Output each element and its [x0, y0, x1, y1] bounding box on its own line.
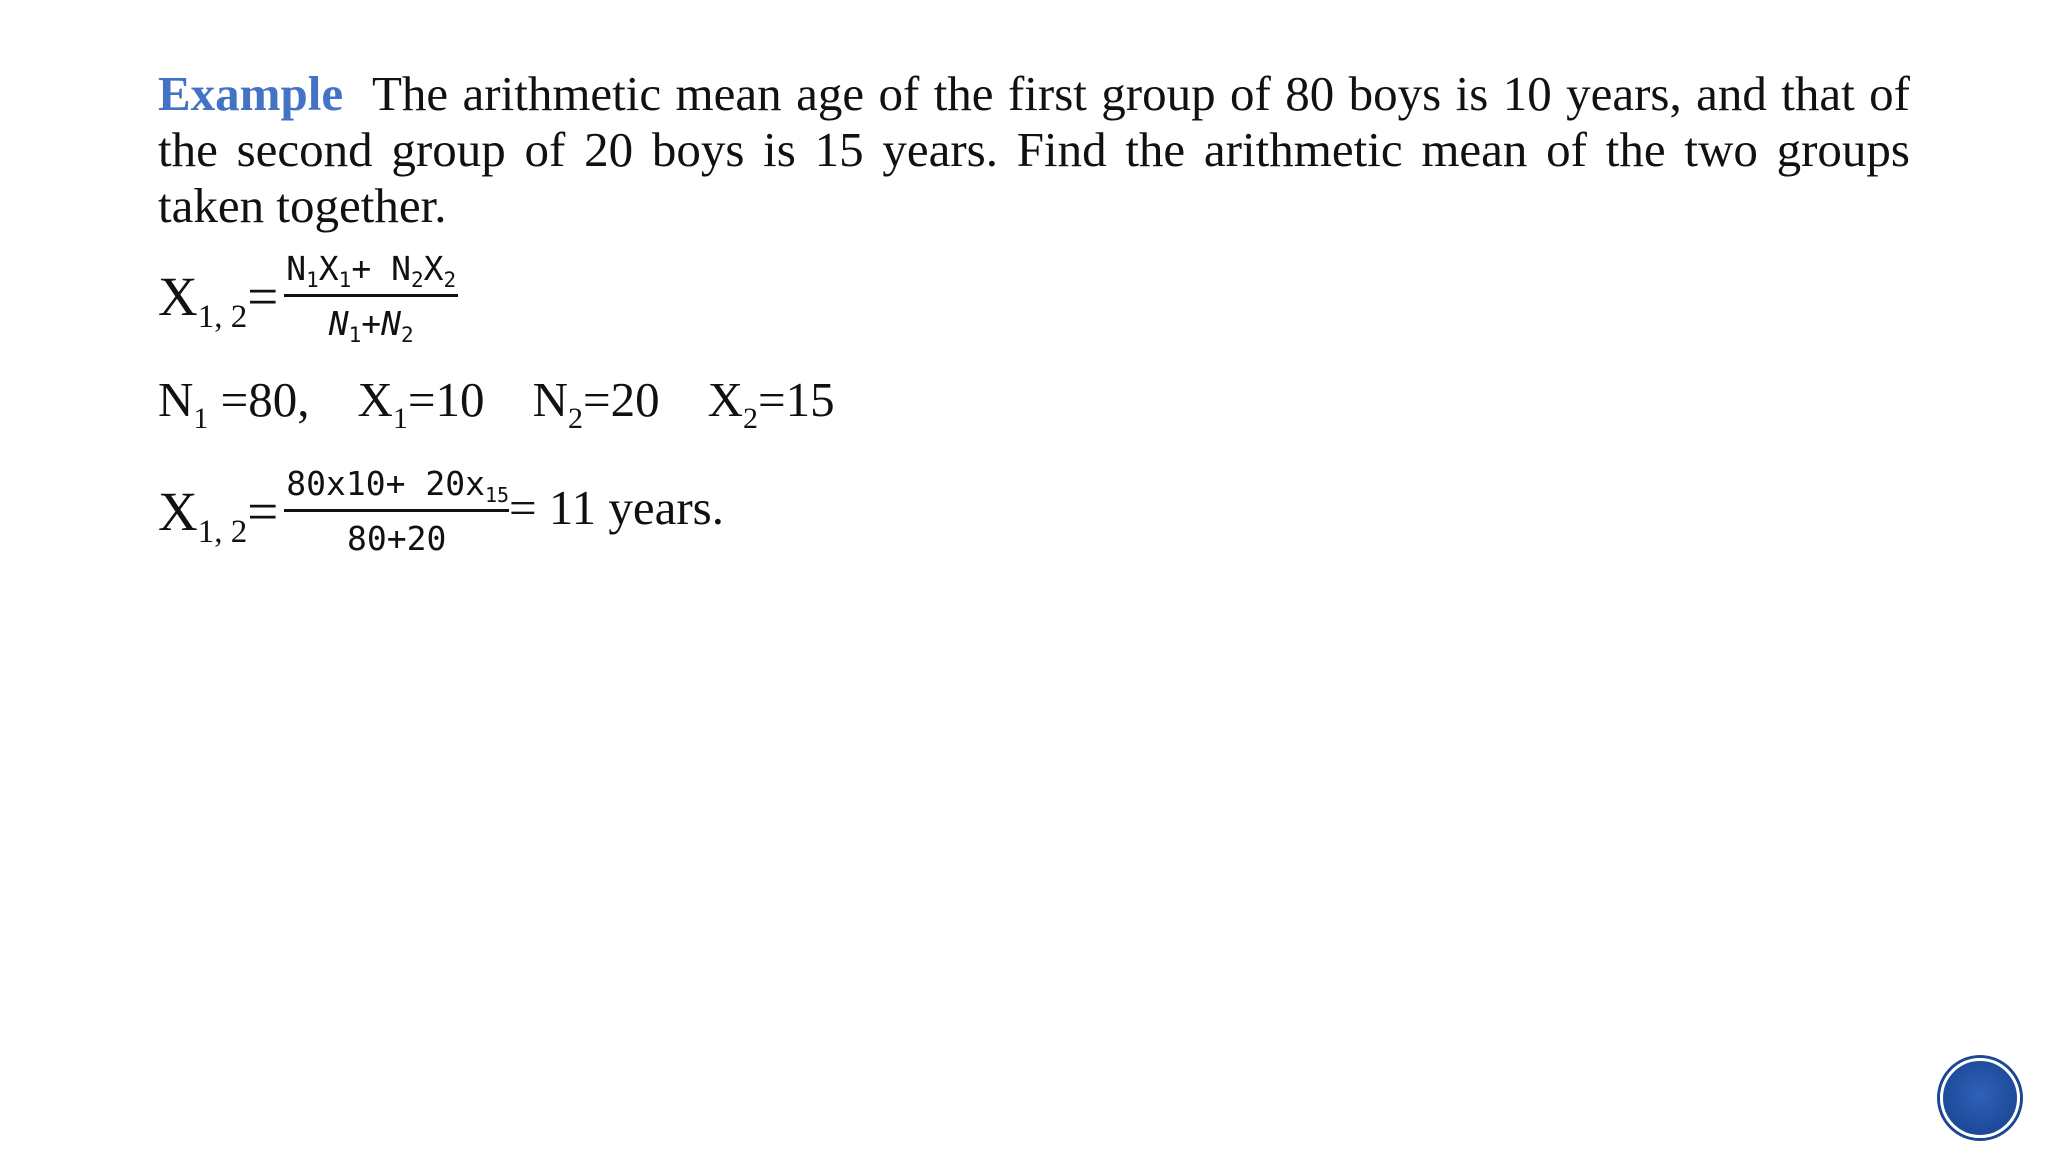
general-denominator — [328, 297, 414, 347]
result-numerator-sub: 15 — [484, 483, 510, 507]
num-x1-sub: 1 — [338, 268, 352, 292]
lhs-base: X — [158, 265, 198, 327]
given-n2: $N_2=20$ — [532, 372, 660, 435]
num-n1-sub: 1 — [306, 268, 319, 292]
result-equals-sign: = — [247, 480, 279, 542]
den-n2: N — [381, 304, 402, 343]
den-n2-sub: 2 — [401, 323, 414, 347]
given-x1: $X_1=10$ — [357, 372, 485, 435]
lhs-subscript: 1, 2 — [197, 298, 248, 335]
num-n2: N — [391, 249, 411, 288]
given-values — [158, 372, 835, 435]
num-plus: + — [351, 249, 392, 288]
result-lhs — [158, 480, 248, 550]
given-n1: $N_1 =80$, — [158, 372, 310, 435]
result-numerator — [284, 465, 509, 512]
problem-statement — [158, 66, 1910, 234]
den-plus: + — [361, 304, 382, 343]
result-numerator-text: 80x10+ 20x — [286, 464, 485, 503]
equals-sign: = — [247, 265, 279, 327]
num-n2-sub: 2 — [410, 268, 424, 292]
num-x1: X — [318, 249, 339, 288]
example-label: Example — [158, 66, 344, 121]
problem-text: The arithmetic mean age of the first group of 80 boys is 10 years, and that of the second group of 20 boys is 15 years. Find the arithmetic mean of the two groups taken together. — [158, 66, 1911, 233]
num-x2: X — [423, 249, 444, 288]
general-fraction — [284, 249, 458, 347]
result-value: = 11 years. — [509, 479, 724, 535]
den-n1: N — [328, 304, 349, 343]
formula-lhs — [158, 265, 248, 335]
general-numerator — [284, 250, 458, 297]
result-formula — [158, 465, 724, 558]
slide-nav-button[interactable] — [1940, 1058, 2020, 1138]
num-n1: N — [286, 249, 307, 288]
given-x2: $X_2=15$ — [707, 372, 835, 435]
result-denominator: 80+20 — [346, 519, 447, 558]
den-n1-sub: 1 — [348, 323, 362, 347]
result-lhs-base: X — [158, 480, 198, 542]
result-fraction — [284, 465, 509, 558]
num-x2-sub: 2 — [443, 268, 457, 292]
general-mean-formula — [158, 249, 458, 347]
result-lhs-subscript: 1, 2 — [197, 513, 248, 550]
